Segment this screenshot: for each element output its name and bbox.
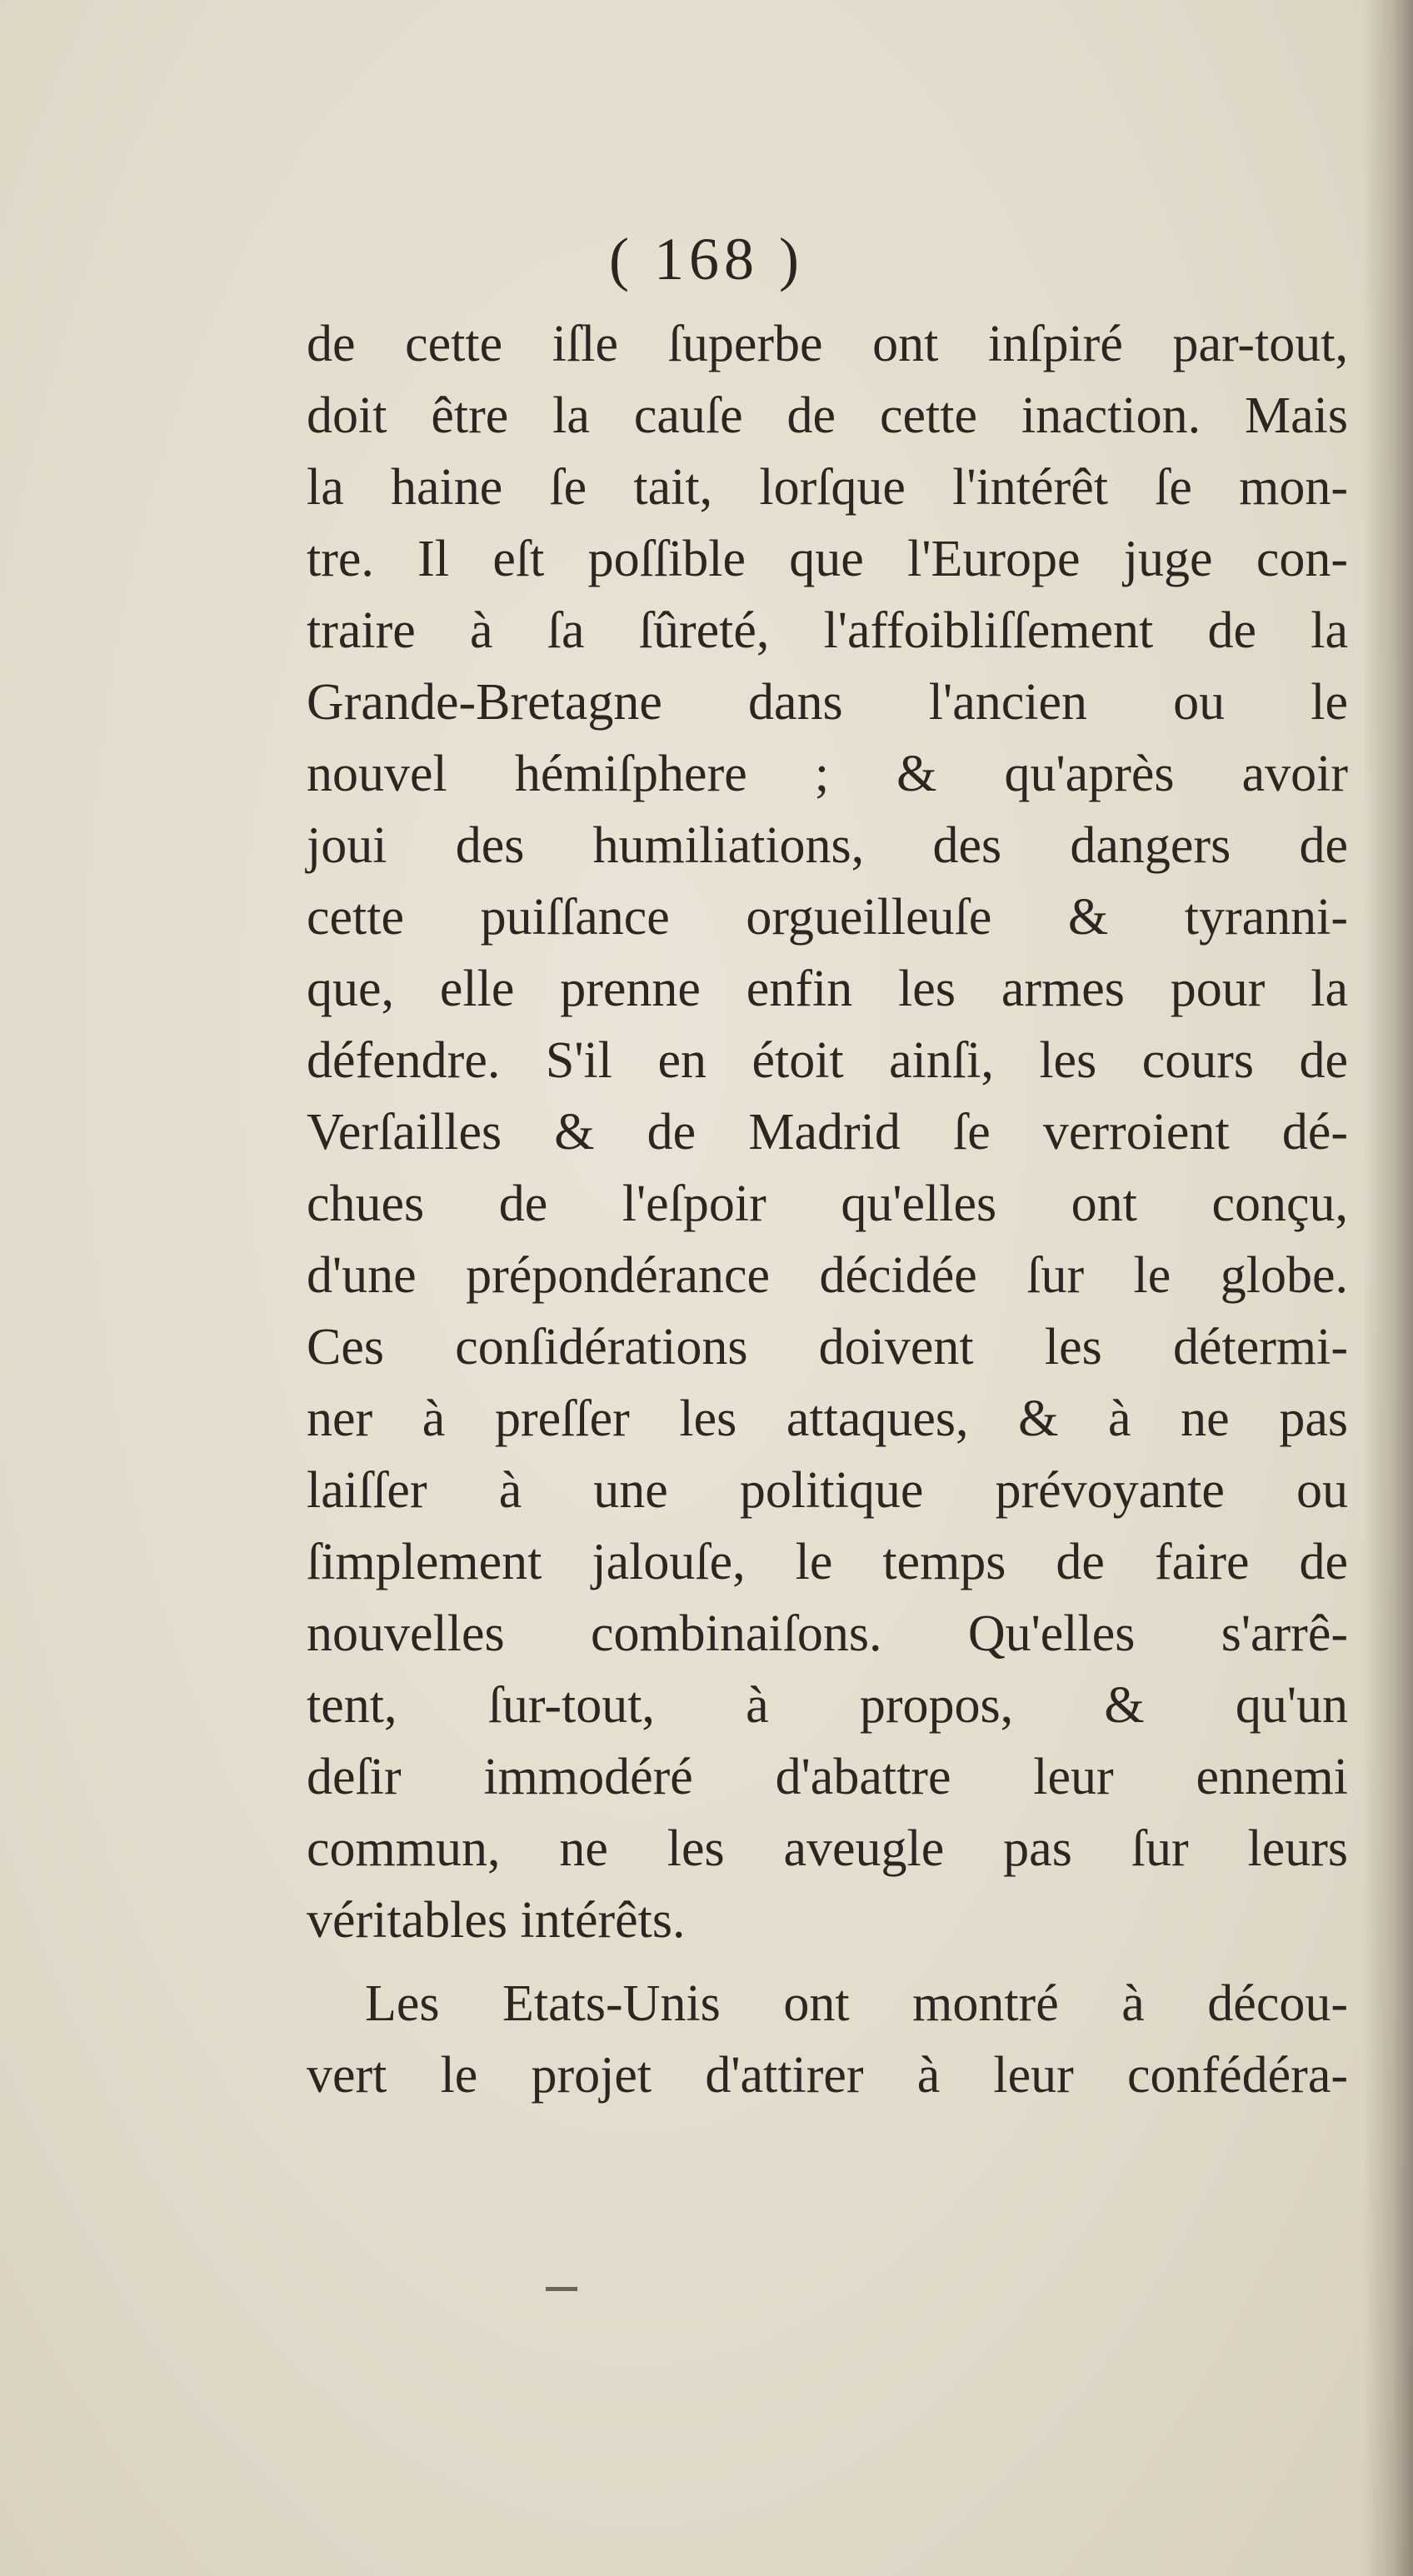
text-line: véritables intérêts. bbox=[307, 1892, 686, 1949]
page-number: ( 168 ) bbox=[609, 226, 804, 292]
text-line: tre. Il eſt poſſible que l'Europe juge con- bbox=[307, 531, 1348, 587]
text-line: doit être la cauſe de cette inaction. Mais bbox=[307, 387, 1348, 444]
text-line: nouvel hémiſphere ; & qu'après avoir bbox=[307, 746, 1348, 802]
text-line: Ces conſidérations doivent les détermi- bbox=[307, 1319, 1348, 1375]
text-line: ſimplement jalouſe, le temps de faire de bbox=[307, 1534, 1348, 1590]
body-text bbox=[307, 308, 1348, 2111]
text-line: nouvelles combinaiſons. Qu'elles s'arrê- bbox=[307, 1605, 1348, 1662]
text-line: laiſſer à une politique prévoyante ou bbox=[307, 1462, 1348, 1519]
text-line: vert le projet d'attirer à leur confédéra- bbox=[307, 2047, 1348, 2104]
text-line: la haine ſe tait, lorſque l'intérêt ſe mon- bbox=[307, 459, 1348, 516]
text-line: joui des humiliations, des dangers de bbox=[307, 817, 1348, 874]
paragraph bbox=[307, 1968, 1348, 2111]
text-line: Les Etats-Unis ont montré à décou- bbox=[365, 1975, 1348, 2032]
ink-mark bbox=[546, 2287, 577, 2291]
text-line: ner à preſſer les attaques, & à ne pas bbox=[307, 1390, 1348, 1447]
paragraph bbox=[307, 308, 1348, 1956]
text-line: d'une prépondérance décidée ſur le globe. bbox=[307, 1247, 1348, 1304]
text-line: cette puiſſance orgueilleuſe & tyranni- bbox=[307, 889, 1348, 946]
text-line: défendre. S'il en étoit ainſi, les cours de bbox=[307, 1032, 1348, 1089]
text-line: Grande-Bretagne dans l'ancien ou le bbox=[307, 674, 1348, 731]
text-line: traire à ſa ſûreté, l'affoibliſſement de la bbox=[307, 602, 1348, 659]
text-line: commun, ne les aveugle pas ſur leurs bbox=[307, 1820, 1348, 1877]
text-line: que, elle prenne enfin les armes pour la bbox=[307, 961, 1348, 1017]
text-line: deſir immodéré d'abattre leur ennemi bbox=[307, 1749, 1348, 1805]
paragraph-gap bbox=[307, 1956, 1348, 1968]
text-line: de cette iſle ſuperbe ont inſpiré par-tout, bbox=[307, 316, 1348, 372]
text-line: Verſailles & de Madrid ſe verroient dé- bbox=[307, 1104, 1348, 1161]
text-line: tent, ſur-tout, à propos, & qu'un bbox=[307, 1677, 1348, 1734]
page-gutter-shadow bbox=[1363, 0, 1413, 2576]
text-line: chues de l'eſpoir qu'elles ont conçu, bbox=[307, 1176, 1348, 1232]
